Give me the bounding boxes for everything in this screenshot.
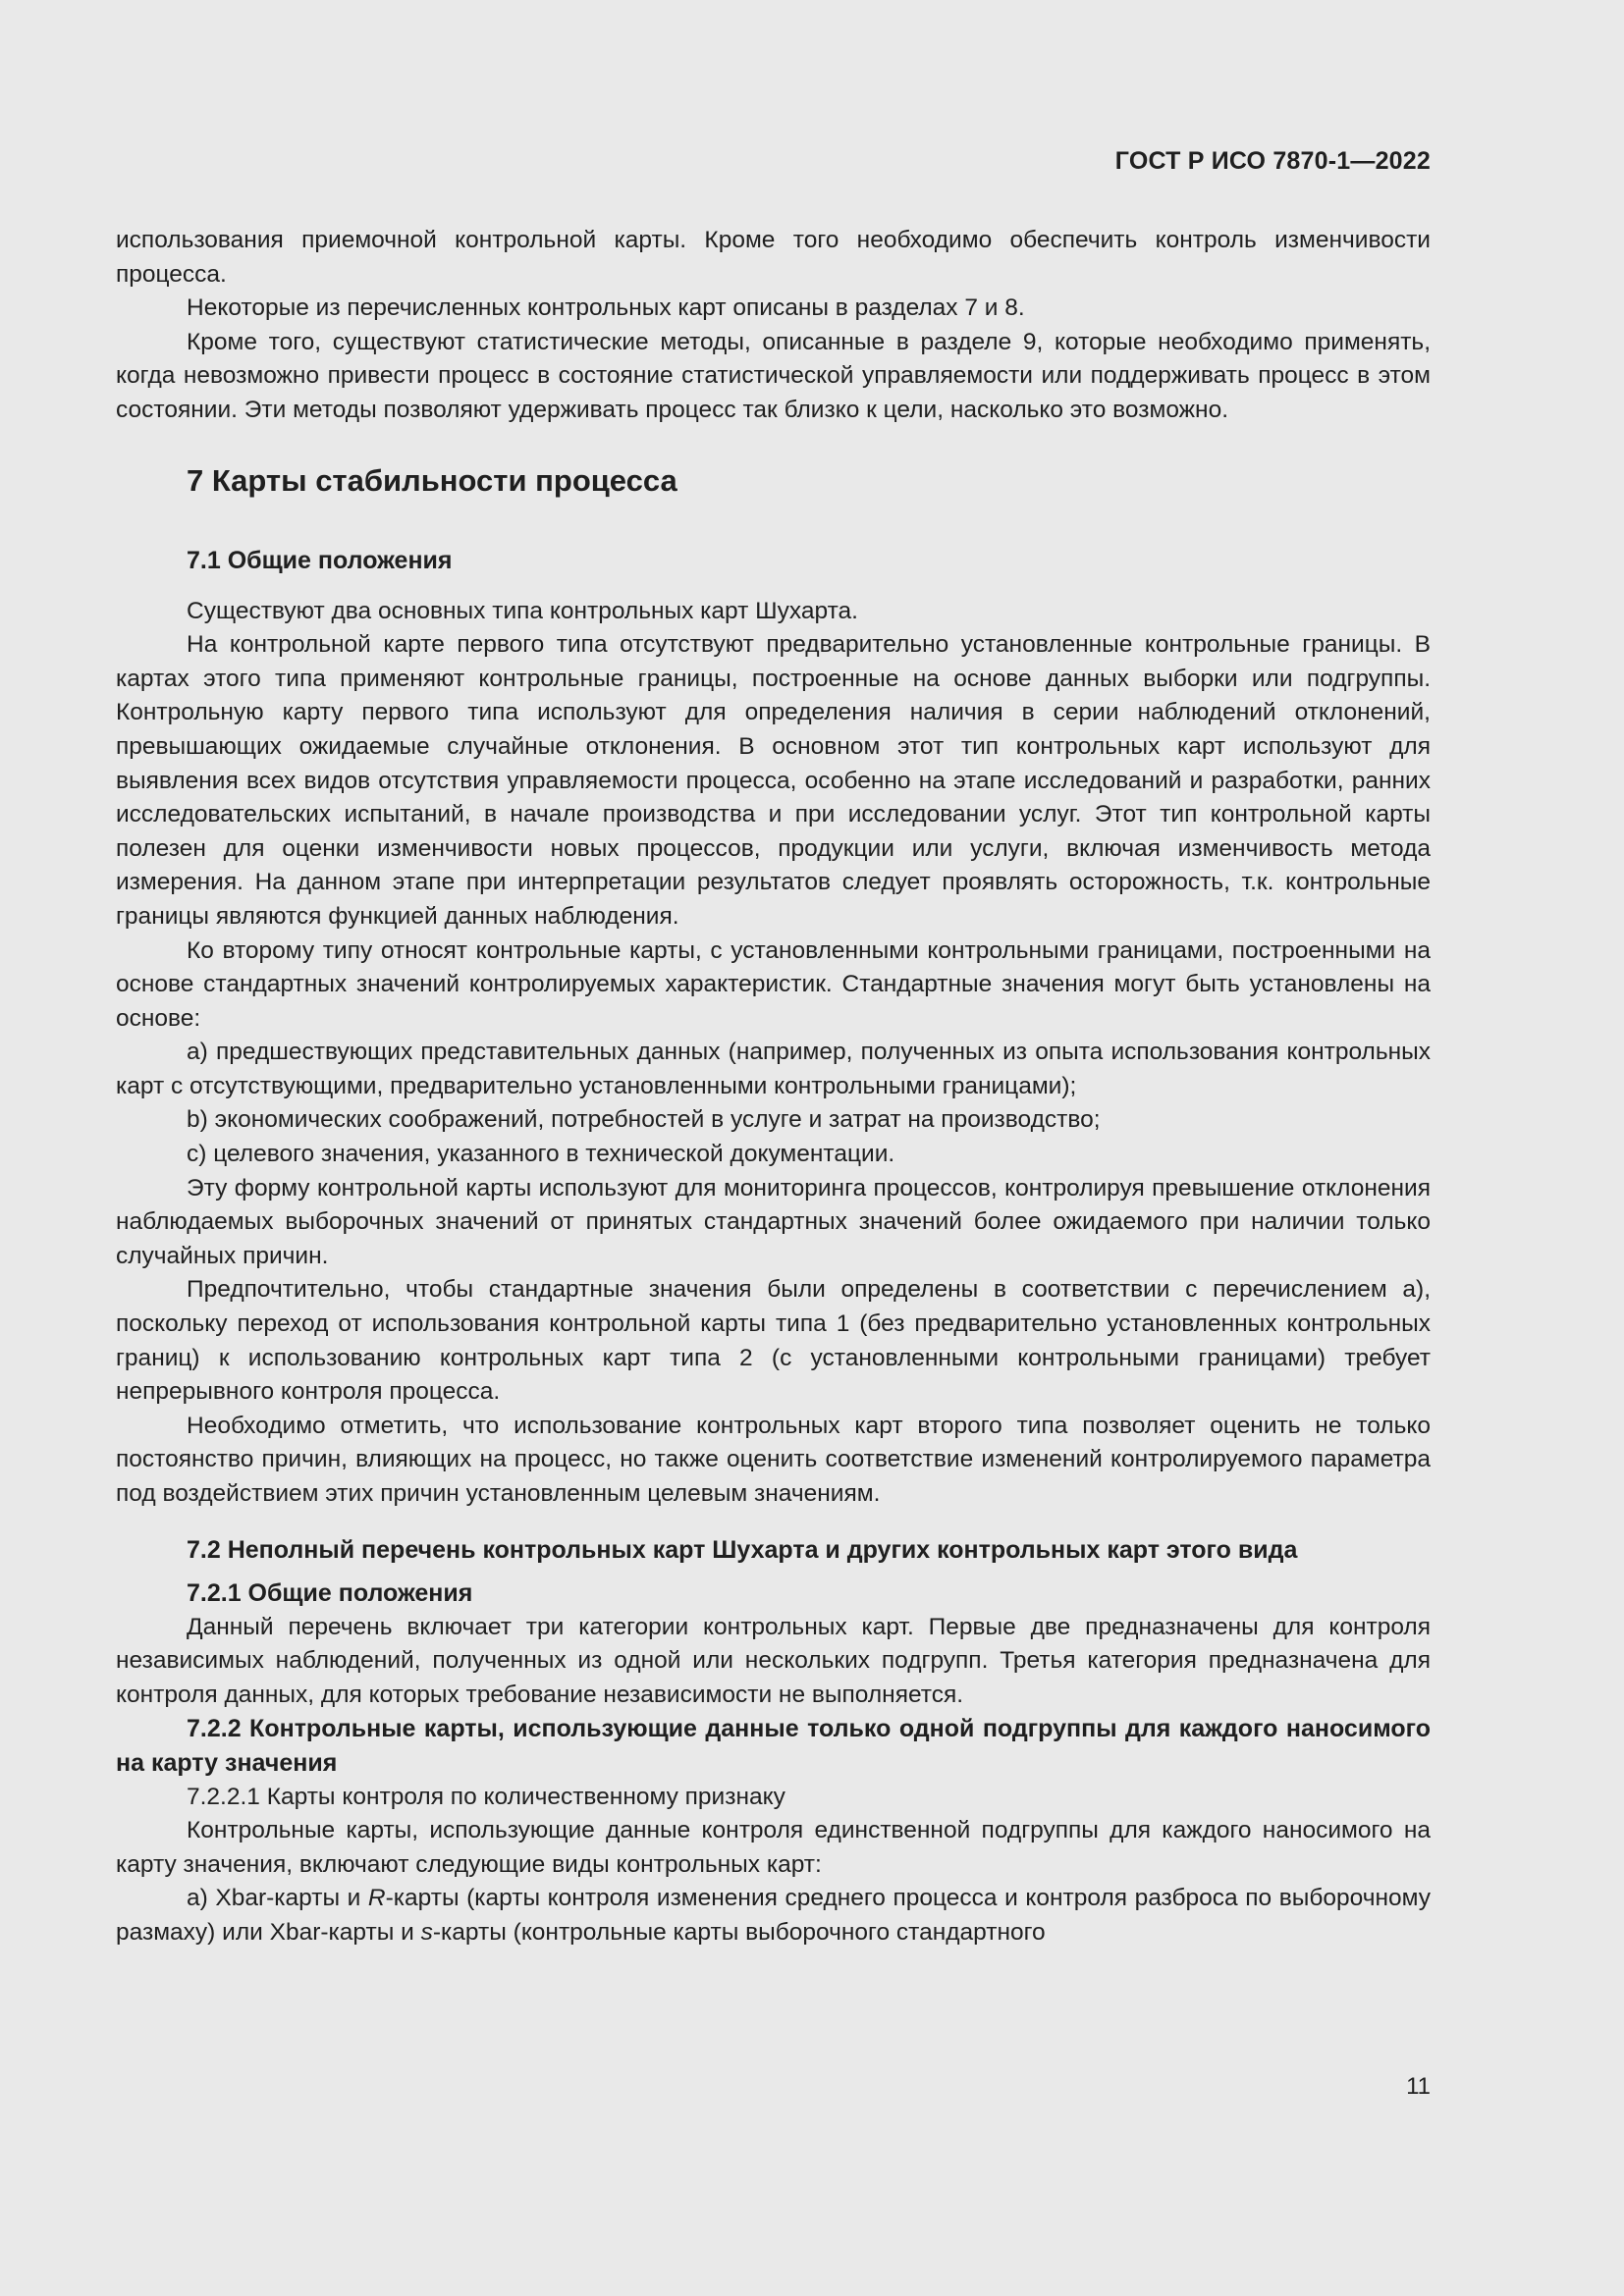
s71-paragraph-3: Ко второму типу относят контрольные карты, с установленными контрольными границами, построенными на основе стандартных значений контролируемых характеристик. Стандартные значения могут быть установлены на основе: [116, 936, 1431, 1032]
s721-paragraph-1: Данный перечень включает три категории контрольных карт. Первые две предназначены для контроля независимых наблюдений, полученных из одной или нескольких подгрупп. Третья категория предназначена для контроля данных, для которых требование независимости не выполняется. [116, 1613, 1431, 1708]
intro-paragraph-3: Кроме того, существуют статистические методы, описанные в разделе 9, которые необходимо применять, когда невозможно привести процесс в состояние статистической управляемости или поддерживать процесс в этом состоянии. Эти методы позволяют удерживать процесс так близко к цели, насколько это возможно. [116, 328, 1431, 423]
s7221-a-r-symbol: R [367, 1885, 386, 1912]
section-7-2-2-heading: 7.2.2 Контрольные карты, использующие данные только одной подгруппы для каждого наносимого на карту значения [116, 1715, 1431, 1778]
s7221-list-item-a [116, 1882, 1431, 1949]
page-number: 11 [1406, 2073, 1431, 2100]
s7221-a-text-3: -карты (контрольные карты выборочного стандартного [432, 1919, 1046, 1947]
s71-paragraph-5: Предпочтительно, чтобы стандартные значения были определены в соответствии с перечислением a), поскольку переход от использования контрольной карты типа 1 (без предварительно установленных контрольных границ) к использованию контрольных карт типа 2 (с установленными контрольными границами) требует непрерывного контроля процесса. [116, 1276, 1431, 1406]
s71-paragraph-1: Существуют два основных типа контрольных карт Шухарта. [187, 597, 858, 624]
section-7-heading: 7 Карты стабильности процесса [187, 462, 677, 498]
section-7-2-heading: 7.2 Неполный перечень контрольных карт Шухарта и других контрольных карт этого вида [187, 1535, 1298, 1564]
s71-paragraph-4: Эту форму контрольной карты используют для мониторинга процессов, контролируя превышение отклонения наблюдаемых выборочных значений от принятых стандартных значений более ожидаемого при наличии только случайных причин. [116, 1174, 1431, 1269]
intro-paragraph-2: Некоторые из перечисленных контрольных карт описаны в разделах 7 и 8. [187, 294, 1025, 322]
s71-paragraph-6: Необходимо отметить, что использование контрольных карт второго типа позволяет оценить не только постоянство причин, влияющих на процесс, но также оценить соответствие изменений контролируемого параметра под воздействием этих причин установленным целевым значениям. [116, 1412, 1431, 1507]
intro-paragraph-1: использования приемочной контрольной карты. Кроме того необходимо обеспечить контроль изменчивости процесса. [116, 227, 1431, 288]
s71-list-item-c: c) целевого значения, указанного в технической документации. [187, 1141, 895, 1168]
page-content [116, 224, 1431, 1950]
section-7-1-heading: 7.1 Общие положения [187, 546, 453, 574]
s7221-paragraph-1: Контрольные карты, использующие данные контроля единственной подгруппы для каждого наносимого на карту значения, включают следующие виды контрольных карт: [116, 1817, 1431, 1878]
s71-list-item-b: b) экономических соображений, потребностей в услуге и затрат на производство; [187, 1106, 1101, 1134]
section-7-2-2-1-heading: 7.2.2.1 Карты контроля по количественному признаку [187, 1783, 785, 1810]
s7221-a-text-1: a) Xbar-карты и [187, 1885, 368, 1912]
s71-paragraph-2: На контрольной карте первого типа отсутствуют предварительно установленные контрольные границы. В картах этого типа применяют контрольные границы, построенные на основе данных выборки или подгруппы. Контрольную карту первого типа используют для определения наличия в серии наблюдений отклонений, превышающих ожидаемые случайные отклонения. В основном этот тип контрольных карт используют для выявления всех видов отсутствия управляемости процесса, особенно на этапе исследований и разработки, ранних исследовательских испытаний, в начале производства и при исследовании услуг. Этот тип контрольной карты полезен для оценки изменчивости новых процессов, продукции или услуги, включая изменчивость метода измерения. На данном этапе при интерпретации результатов следует проявлять осторожность, т.к. контрольные границы являются функцией данных наблюдения. [116, 631, 1431, 930]
s71-list-item-a: a) предшествующих представительных данных (например, полученных из опыта использования контрольных карт с отсутствующими, предварительно установленными контрольными границами); [116, 1039, 1431, 1099]
section-7-2-1-heading: 7.2.1 Общие положения [187, 1579, 473, 1608]
s7221-a-s-symbol: s [420, 1919, 433, 1947]
s7221-a-text-2: -карты (карты контроля изменения среднего процесса и контроля разброса по выборочному размаху) или Xbar-карты и [116, 1885, 1431, 1947]
document-code-header: ГОСТ Р ИСО 7870-1—2022 [1114, 147, 1431, 175]
